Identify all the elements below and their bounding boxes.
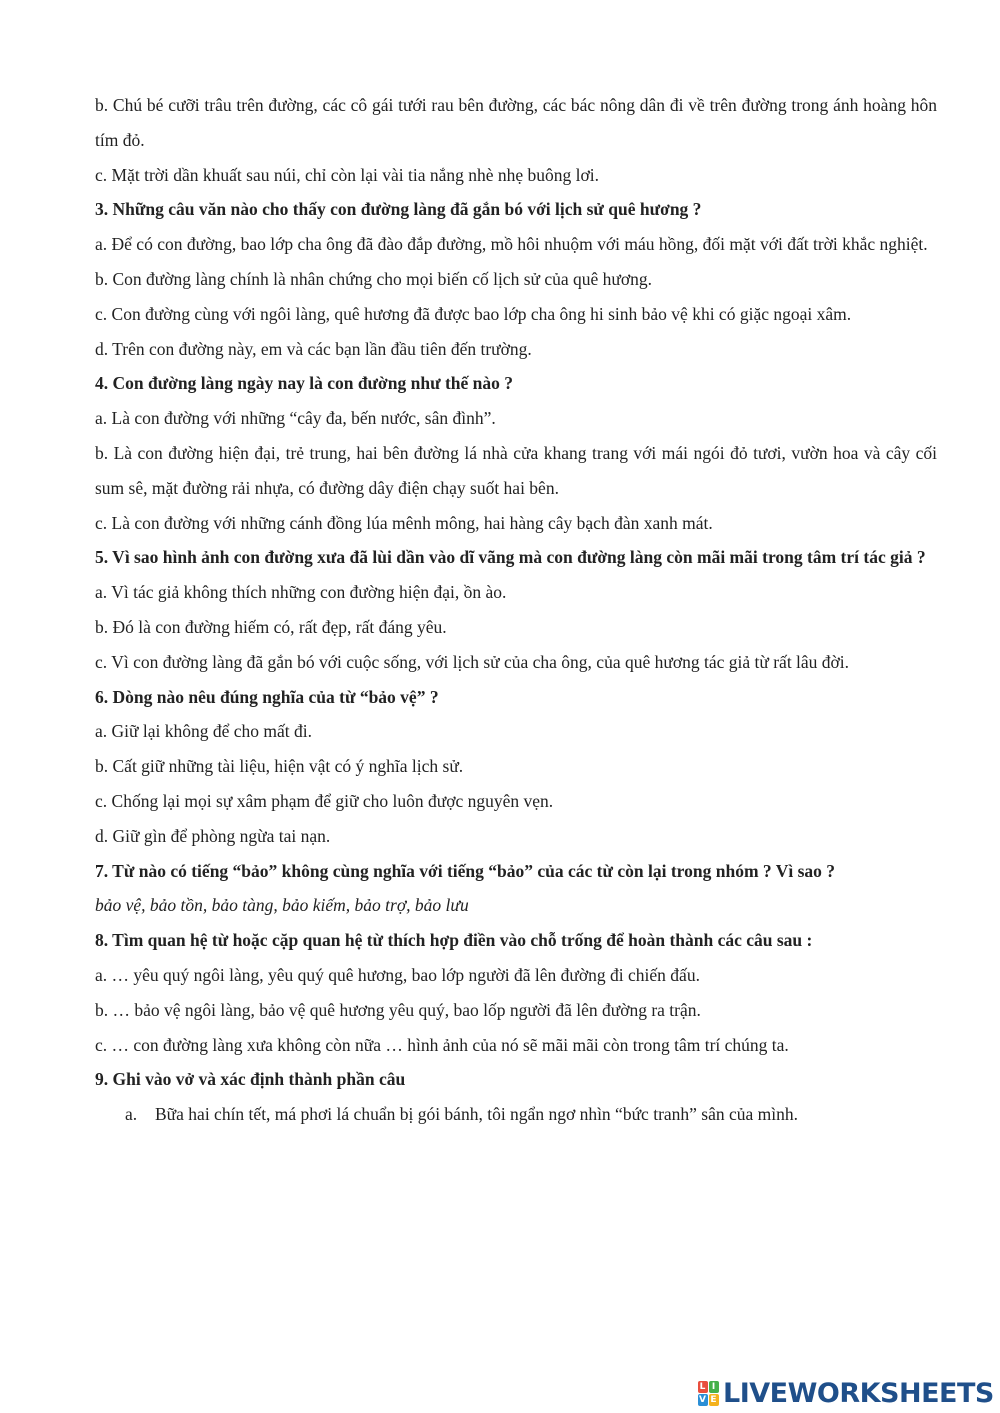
option-line: c. Vì con đường làng đã gắn bó với cuộc sống, với lịch sử của cha ông, của quê hương tác giả từ rất lâu đời. bbox=[95, 651, 850, 672]
option-line: c. Là con đường với những cánh đồng lúa mênh mông, hai hàng cây bạch đàn xanh mát. bbox=[95, 512, 713, 533]
option-line: c. Chống lại mọi sự xâm phạm để giữ cho luôn được nguyên vẹn. bbox=[95, 790, 554, 811]
option-line: a. Để có con đường, bao lớp cha ông đã đào đắp đường, mồ hôi nhuộm với máu hồng, đối mặt với đất trời khắc nghiệt. bbox=[95, 234, 928, 255]
option-line: b. Cất giữ những tài liệu, hiện vật có ý nghĩa lịch sử. bbox=[95, 756, 464, 777]
logo-mark-letter: E bbox=[710, 1394, 717, 1405]
sub-item-a bbox=[95, 1097, 937, 1132]
option-line: c. … con đường làng xưa không còn nữa … hình ảnh của nó sẽ mãi mãi còn trong tâm trí chúng ta. bbox=[95, 1034, 789, 1055]
option-line: d. Trên con đường này, em và các bạn lần đầu tiên đến trường. bbox=[95, 338, 532, 359]
question-9: 9. Ghi vào vở và xác định thành phần câu bbox=[95, 1069, 406, 1090]
option-line: a. Là con đường với những “cây đa, bến nước, sân đình”. bbox=[95, 408, 496, 429]
option-line: a. Vì tác giả không thích những con đường hiện đại, ồn ào. bbox=[95, 582, 507, 603]
logo-mark-letter: L bbox=[698, 1381, 708, 1393]
sub-item-marker: a. bbox=[125, 1104, 138, 1125]
option-line: b. Con đường làng chính là nhân chứng cho mọi biến cố lịch sử của quê hương. bbox=[95, 268, 653, 289]
question-4: 4. Con đường làng ngày nay là con đường như thế nào ? bbox=[95, 373, 514, 394]
question-7: 7. Từ nào có tiếng “bảo” không cùng nghĩa với tiếng “bảo” của các từ còn lại trong nhóm ? Vì sao ? bbox=[95, 860, 836, 881]
question-5: 5. Vì sao hình ảnh con đường xưa đã lùi dần vào dĩ vãng mà con đường làng còn mãi mãi trong tâm trí tác giả ? bbox=[95, 547, 926, 568]
option-line: b. Đó là con đường hiếm có, rất đẹp, rất đáng yêu. bbox=[95, 616, 447, 637]
option-line: b. Chú bé cưỡi trâu trên đường, các cô gái tưới rau bên đường, các bác nông dân đi về trên đường trong ánh hoàng hôn tím đỏ. bbox=[95, 95, 937, 150]
question-3: 3. Những câu văn nào cho thấy con đường làng đã gắn bó với lịch sử quê hương ? bbox=[95, 199, 702, 220]
option-line: a. … yêu quý ngôi làng, yêu quý quê hương, bao lớp người đã lên đường đi chiến đấu. bbox=[95, 964, 700, 985]
logo-mark-letter: V bbox=[699, 1394, 706, 1405]
liveworksheets-logo bbox=[697, 1378, 994, 1408]
option-line: b. Là con đường hiện đại, trẻ trung, hai bên đường lá nhà cửa khang trang với mái ngói đỏ tươi, vườn hoa và cây cối sum sê, mặt đường rải nhựa, có đường dây điện chạy suốt hai bên. bbox=[95, 442, 937, 498]
sub-item-text: Bữa hai chín tết, má phơi lá chuẩn bị gói bánh, tôi ngẩn ngơ nhìn “bức tranh” sân của mình. bbox=[155, 1104, 799, 1125]
logo-text: LIVEWORKSHEETS bbox=[723, 1377, 994, 1409]
option-line: d. Giữ gìn để phòng ngừa tai nạn. bbox=[95, 825, 331, 846]
option-line: c. Mặt trời dần khuất sau núi, chỉ còn lại vài tia nắng nhè nhẹ buông lơi. bbox=[95, 164, 600, 185]
word-list: bảo vệ, bảo tồn, bảo tàng, bảo kiếm, bảo trợ, bảo lưu bbox=[95, 895, 469, 916]
logo-mark-letter: I bbox=[709, 1381, 719, 1393]
logo-mark-icon bbox=[697, 1380, 719, 1406]
question-6: 6. Dòng nào nêu đúng nghĩa của từ “bảo vệ” ? bbox=[95, 686, 439, 707]
worksheet-content bbox=[95, 88, 937, 1132]
question-8: 8. Tìm quan hệ từ hoặc cặp quan hệ từ thích hợp điền vào chỗ trống để hoàn thành các câu sau : bbox=[95, 930, 813, 951]
option-line: b. … bảo vệ ngôi làng, bảo vệ quê hương yêu quý, bao lốp người đã lên đường ra trận. bbox=[95, 999, 701, 1020]
option-line: c. Con đường cùng với ngôi làng, quê hương đã được bao lớp cha ông hi sinh bảo vệ khi có giặc ngoại xâm. bbox=[95, 303, 852, 324]
option-line: a. Giữ lại không để cho mất đi. bbox=[95, 721, 313, 742]
